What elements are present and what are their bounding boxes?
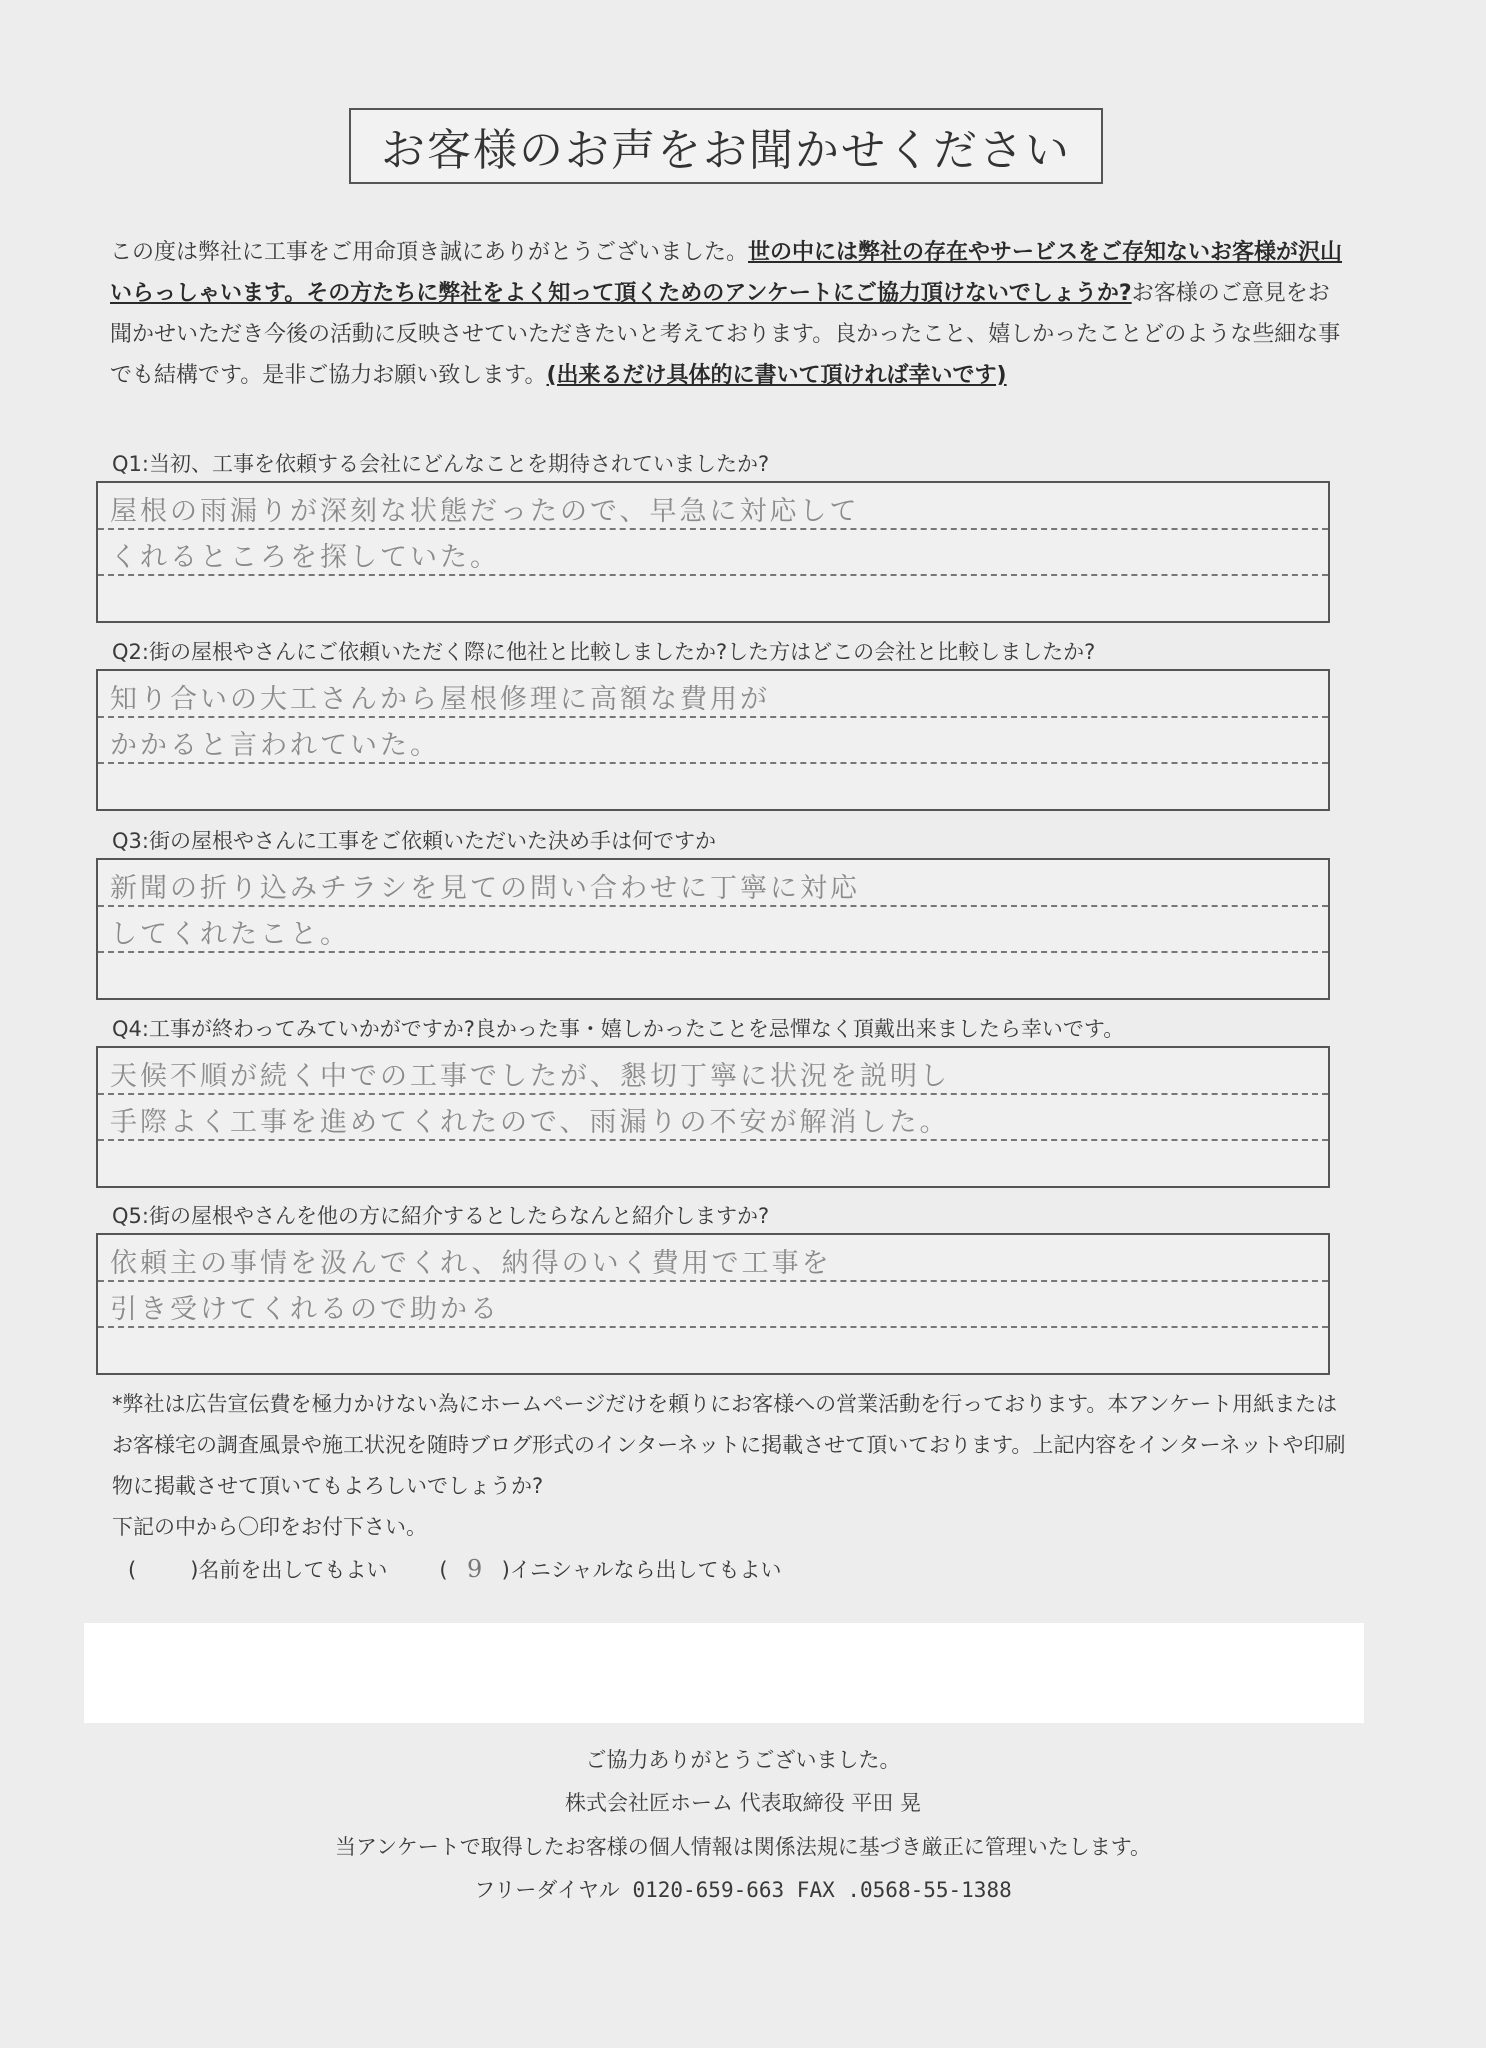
intro-emphasis-1: 世の中には弊社の存在やサービスをご存知ないお客様が沢山いらっしゃいます。その方たちに弊社をよく知って頂くためのアンケートにご協力頂けないでしょうか?	[110, 240, 1343, 306]
footer-thanks: ご協力ありがとうございました。	[585, 1748, 901, 1772]
answer-rule	[98, 951, 1328, 953]
question-label-q3: Q3:街の屋根やさんに工事をご依頼いただいた決め手は何ですか	[112, 829, 716, 853]
intro-emphasis-2: (出来るだけ具体的に書いて頂ければ幸いです)	[546, 363, 1007, 388]
answer-rule	[98, 716, 1328, 718]
question-label-q5: Q5:街の屋根やさんを他の方に紹介するとしたらなんと紹介しますか?	[112, 1204, 770, 1228]
question-label-q2: Q2:街の屋根やさんにご依頼いただく際に他社と比較しましたか?した方はどこの会社と比較しましたか?	[112, 640, 1096, 664]
intro-paragraph	[110, 232, 1350, 396]
answer-box-q3[interactable]	[96, 858, 1330, 1000]
handwritten-answer-line: してくれたこと。	[110, 919, 350, 950]
answer-rule	[98, 905, 1328, 907]
answer-box-q4[interactable]	[96, 1046, 1330, 1188]
handwritten-answer-line: 新聞の折り込みチラシを見ての問い合わせに丁寧に対応	[110, 873, 860, 904]
answer-rule	[98, 762, 1328, 764]
intro-text-2: お客様のご意見をお聞かせいただき今後の活動に反映させていただきたいと考えております。良かったこと、嬉しかったことどのような些細な事でも結構です。是非ご協力お願い致します。	[110, 281, 1341, 388]
handwritten-answer-line: 引き受けてくれるので助かる	[110, 1294, 500, 1325]
handwritten-answer-line: くれるところを探していた。	[110, 542, 500, 573]
answer-rule	[98, 528, 1328, 530]
handwritten-answer-line: 手際よく工事を進めてくれたので、雨漏りの不安が解消した。	[110, 1107, 950, 1138]
handwritten-answer-line: 知り合いの大工さんから屋根修理に高額な費用が	[110, 684, 770, 715]
choice-name-ok[interactable]: ( )名前を出してもよい	[128, 1558, 388, 1582]
handwritten-answer-line: かかると言われていた。	[110, 730, 440, 761]
answer-box-q2[interactable]	[96, 669, 1330, 811]
answer-rule	[98, 1139, 1328, 1141]
question-label-q1: Q1:当初、工事を依頼する会社にどんなことを期待されていましたか?	[112, 452, 770, 476]
footer-company: 株式会社匠ホーム 代表取締役 平田 晃	[564, 1791, 922, 1815]
handwritten-answer-line: 天候不順が続く中での工事でしたが、懇切丁寧に状況を説明し	[110, 1061, 950, 1092]
choice-mark-2: 9	[466, 1555, 483, 1583]
answer-box-q1[interactable]	[96, 481, 1330, 623]
consent-choices	[128, 1554, 782, 1584]
redacted-area	[84, 1623, 1364, 1723]
publication-consent-note	[112, 1384, 1352, 1548]
page-title: お客様のお声をお聞かせください	[349, 108, 1103, 184]
consent-instruction: 下記の中から〇印をお付下さい。	[112, 1515, 427, 1539]
footer-privacy: 当アンケートで取得したお客様の個人情報は関係法規に基づき厳正に管理いたします。	[334, 1835, 1152, 1859]
question-label-q4: Q4:工事が終わってみていかがですか?良かった事・嬉しかったことを忌憚なく頂戴出来ましたら幸いです。	[112, 1017, 1125, 1041]
choice-initials-ok[interactable]: ( 9 )イニシャルなら出してもよい	[439, 1555, 782, 1583]
answer-box-q5[interactable]	[96, 1233, 1330, 1375]
intro-text-1: この度は弊社に工事をご用命頂き誠にありがとうございました。	[110, 240, 749, 265]
answer-rule	[98, 1280, 1328, 1282]
handwritten-answer-line: 依頼主の事情を汲んでくれ、納得のいく費用で工事を	[110, 1248, 832, 1279]
footer-contact: フリーダイヤル 0120-659-663 FAX .0568-55-1388	[474, 1878, 1012, 1902]
choice-initials-ok-label: )イニシャルなら出してもよい	[501, 1558, 782, 1582]
choice-name-ok-label: )名前を出してもよい	[190, 1558, 388, 1582]
consent-note-text: *弊社は広告宣伝費を極力かけない為にホームページだけを頼りにお客様への営業活動を行っております。本アンケート用紙またはお客様宅の調査風景や施工状況を随時ブログ形式のインターネットに掲載させて頂いております。上記内容をインターネットや印刷物に掲載させて頂いてもよろしいでしょうか?	[112, 1392, 1346, 1498]
answer-rule	[98, 574, 1328, 576]
answer-rule	[98, 1326, 1328, 1328]
answer-rule	[98, 1093, 1328, 1095]
handwritten-answer-line: 屋根の雨漏りが深刻な状態だったので、早急に対応して	[110, 496, 860, 527]
